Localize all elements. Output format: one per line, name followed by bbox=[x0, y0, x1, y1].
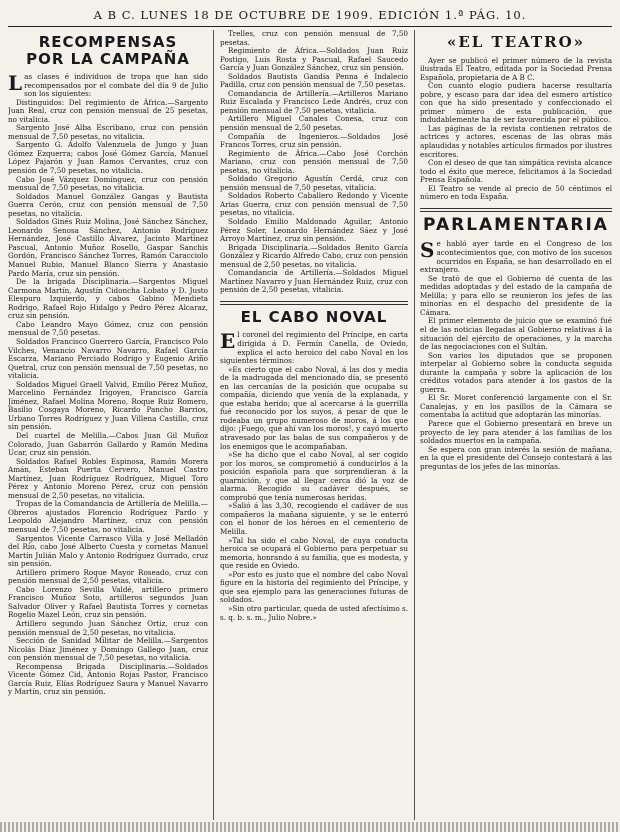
paragraph: »Salió á las 3,30, recogiendo el cadáver de sus compañeros la mañana siguiente, y se le enterró con el honor de los héroes en el cementerio de Melilla. bbox=[220, 501, 408, 537]
section-divider bbox=[420, 208, 612, 212]
headline-cabo-noval: EL CABO NOVAL bbox=[240, 307, 388, 326]
scan-edge-strip bbox=[0, 822, 620, 832]
paragraph: Con el deseo de que tan simpática revista alcance todo el éxito que merece, felicitamos á la Sociedad Prensa Española. bbox=[420, 158, 612, 185]
paragraph: Regimiento de África.—Cabo José Corchón Mariano, cruz con pensión mensual de 7,50 pesetas, no vitalicia. bbox=[220, 148, 408, 175]
paragraph: Soldado Gregorio Agustín Cerdá, cruz con pensión mensual de 7,50 pesetas, vitalicia. bbox=[220, 174, 408, 192]
column-divider bbox=[213, 30, 214, 820]
paragraph: Sargento G. Adolfo Valenzuela de Jungo y Juan Gómez Ezquerra; cabos José Gómez García, Manuel López Pajarón y Juan Ramos Cervantes, cruz con pensión de 7,50 pesetas, no vitalicia. bbox=[8, 140, 208, 176]
paragraph: Cabo Leandro Mayo Gómez, cruz con pensión mensual de 7,50 pesetas. bbox=[8, 319, 208, 338]
paragraph: El Teatro se vende al precio de 50 céntimos el número en toda España. bbox=[420, 183, 612, 202]
lead-text: l coronel del regimiento del Príncipe, en carta dirigida á D. Fermín Canella, de Oviedo, explica el acto heroico del cabo Noval en los siguientes términos: bbox=[220, 330, 408, 366]
paragraph: Compañía de Ingenieros.—Soldados José Francos Torres, cruz sin pensión. bbox=[220, 131, 408, 150]
paragraph: Artillero primero Roque Mayor Roseado, cruz con pensión mensual de 2,50 pesetas, vitalicia. bbox=[8, 567, 208, 586]
section-divider bbox=[220, 301, 408, 305]
lead-paragraph bbox=[8, 73, 208, 99]
paragraph: Comandancia de Artillería.—Artilleros Mariano Ruiz Escalada y Francisco Lede Andrés, cruz con pensión mensual de 7,50 pesetas, vitalicia. bbox=[220, 88, 408, 115]
paragraph-list bbox=[220, 30, 408, 295]
paragraph: Sargentos Vicente Carrasco Villa y José Melladón del Río, cabo José Alberto Cuesta y cornetas Manuel Martín Julián Malo y Antonio Rodríguez Gurrado, cruz sin pensión. bbox=[8, 533, 208, 569]
lead-paragraph bbox=[420, 240, 612, 274]
column-divider bbox=[414, 30, 415, 820]
paragraph: Brigada Disciplinaria.—Soldados Benito García González y Ricardo Alfredo Cabo, cruz con pensión mensual de 2,50 pesetas, no vitalicia. bbox=[220, 242, 408, 269]
paragraph: Tropas de la Comandancia de Artillería de Melilla.—Obreros ajustados Florencio Rodríguez Pardo y Leopoldo Alejandro Martínez, cruz con pensión mensual de 7,50 pesetas, no vitalicia. bbox=[8, 499, 208, 534]
paragraph: Ayer se publicó el primer número de la revista ilustrada El Teatro, editada por la Sociedad Prensa Española, propietaria de A B C. bbox=[420, 55, 612, 82]
masthead: A B C. LUNES 18 DE OCTUBRE DE 1909. EDICIÓN 1.ª PÁG. 10. bbox=[93, 8, 527, 22]
column-cabo-noval bbox=[220, 30, 408, 820]
paragraph: »Tal ha sido el cabo Noval, de cuya conducta heroica se ocupará el Gobierno para perpetuar su memoria, honrando á su familia, que es modesta, y que reside en Oviedo. bbox=[220, 535, 408, 571]
drop-cap: L bbox=[8, 71, 23, 95]
paragraph: Soldados Roberto Caballero Redondo y Vicente Arias Guerra, cruz con pensión mensual de 7,50 pesetas, no vitalicia. bbox=[220, 191, 408, 218]
paragraph: »Se ha dicho que el cabo Noval, al ser cogido por los moros, se comprometió á conducirlos á la posición española para que sorprendieran á la guarnición, y que al llegar cerca dió la voz de alarma. Recogido su cadáver después, se comprobó que tenía numerosas heridas. bbox=[220, 450, 408, 502]
paragraph: Soldados Ginés Ruiz Molina, José Sánchez Sánchez, Leonardo Senosa Sánchez, Antonio Rodríguez Hernández, José Castillo Álvarez, Jacinto Martínez Pascual, Antonio Muñoz Rosello, Gaspar Sanchis Gordón, Francisco Sánchez Torres, Ramón Caracciolo Manuel Rubio, Manuel Blanco Sierra y Anastasio Pardo María, cruz sin pensión. bbox=[8, 217, 208, 278]
paragraph: Sargento José Alba Escribano, cruz con pensión mensual de 7,50 pesetas, no vitalicia. bbox=[8, 123, 208, 141]
paragraph: Soldados Manuel González Gangas y Bautista Guerra Cerón, cruz con pensión mensual de 7,50 pesetas, no vitalicia. bbox=[8, 191, 208, 218]
paragraph: Soldados Bautista Gandía Penna é Indalecio Padilla, cruz con pensión mensual de 7,50 pesetas. bbox=[220, 71, 408, 90]
article-columns bbox=[8, 30, 612, 820]
paragraph: Comandancia de Artillería.—Soldados Miguel Martínez Navarro y Juan Hernández Ruiz, cruz con pensión de 2,50 pesetas, vitalicia. bbox=[220, 268, 408, 295]
paragraph: Cabo José Vázquez Domínguez, cruz con pensión mensual de 7,50 pesetas, no vitalicia. bbox=[8, 174, 208, 193]
lead-paragraph bbox=[220, 331, 408, 365]
paragraph: »Por esto es justo que el nombre del cabo Noval figure en la historia del regimiento del Príncipe, y que sea ejemplo para las generaciones futuras de soldados. bbox=[220, 569, 408, 605]
paragraph: Soldado Emilio Maldonado Aguilar, Antonio Pérez Soler, Leonardo Hernández Sáez y José Arroyo Martínez, cruz sin pensión. bbox=[220, 217, 408, 244]
headline-recompensas bbox=[8, 34, 208, 67]
headline-line: RECOMPENSAS bbox=[38, 33, 178, 51]
lead-text: e habló ayer tarde en el Congreso de los acontecimientos que, con motivo de los sucesos ocurridos en España, se han desarrollado en el extranjero. bbox=[420, 239, 612, 275]
paragraph: Regimiento de África.—Soldados Juan Ruiz Postigo, Luis Rosta y Pascual, Rafael Saucedo García y Juan González Sánchez, cruz sin pensión. bbox=[220, 46, 408, 73]
headline-line: POR LA CAMPAÑA bbox=[26, 49, 190, 68]
paragraph: Soldados Rafael Robles Espinosa, Ramón Morera Amán, Esteban Puerta Cervero, Manuel Castro Martínez, Juan Rodríguez Rodríguez, Miguel Toro Pérez y Antonio Moreno Pérez, cruz con pensión mensual de 2,50 pesetas, no vitalicia. bbox=[8, 456, 208, 500]
paragraph: Soldados Miguel Graell Valvid, Emilio Pérez Muñoz, Marcelino Fernández Irigoyen, Francisco García Jiménez, Rafael Molina Moreno, Roque Ruiz Romero, Basilio Cosgaya Moreno, Ricardo Pancho Barrios, Urbano Torres Rodríguez y Juan Villena Castillo, cruz sin pensión. bbox=[8, 379, 208, 432]
paragraph: Artillero Miguel Canales Conesa, cruz con pensión mensual de 2,50 pesetas. bbox=[220, 114, 408, 133]
paragraph: El Sr. Moret conferenció largamente con el Sr. Canalejas, y en los pasillos de la Cámara se comentaba la actitud que adoptarán las minorías. bbox=[420, 393, 612, 420]
paragraph: Cabo Lorenzo Sevilla Valdé, artillero primero Francisco Muñoz Soto, artilleros segundos Juan Salvador Oliver y Rafael Bautista Torres y cornetas Rogelio Mazel León, cruz sin pensión. bbox=[8, 584, 208, 620]
paragraph: De la brigada Disciplinaria.—Sargentos Miguel Carmona Martín, Agustín Cidoncha Lobato y D. Justo Elespuru Izquierdo, y cabos Gabino Mendieta Rodrigo, Rafael Rojo Hidalgo y Pedro Pérez Alcaraz, cruz sin pensión. bbox=[8, 277, 208, 321]
paragraph: Recompensa Brigada Disciplinaria.—Soldados Vicente Gómez Cid, Antonio Rojas Pastor, Francisco García Ruiz, Elías Rodríguez Saura y Manuel Navarro y Martín, cruz sin pensión. bbox=[8, 661, 208, 697]
paragraph: Del cuartel de Melilla.—Cabos Juan Gil Muñoz Colorado, Juan Gabarrón Gallardo y Ramón Medina Ucar, cruz sin pensión. bbox=[8, 430, 208, 458]
paragraph-list bbox=[420, 275, 612, 472]
paragraph-list bbox=[220, 366, 408, 622]
column-teatro-parlamentaria bbox=[420, 30, 612, 820]
paragraph: Se trató de que el Gobierno dé cuenta de las medidas adoptadas y del estado de la campaña de Melilla; y para ello se reunieron los jefes de las minorías en el despacho del presidente de la Cámara. bbox=[420, 273, 612, 317]
paragraph-list bbox=[8, 99, 208, 697]
paragraph-list bbox=[420, 57, 612, 202]
paragraph: Soldados Francisco Guerrero García, Francisco Polo Vilches, Venancio Navarro Navarro, Rafael García Escarza, Mariano Perciado Rodrigo y Eugenio Ariño Quetral, cruz con pensión mensual de 7,50 pesetas, no vitalicia. bbox=[8, 336, 208, 381]
paragraph: Trelles, cruz con pensión mensual de 7,50 pesetas. bbox=[220, 30, 408, 47]
column-recompensas bbox=[8, 30, 208, 820]
headline-parlamentaria: PARLAMENTARIA bbox=[423, 214, 609, 235]
paragraph: «Es cierto que el cabo Noval, á las dos y media de la madrugada del mencionado día, se presentó en las cercanías de la posición que ocupaba su compañía, diciendo que venía de la explanada, y que estaba herido; que al acercarse á la guerrilla fué reconocido por los suyos, á pesar de que le rodeaba un grupo numeroso de moros, á los que dijo: ¡Fuego, que ahí van los moros!, y cayó muerto atravesado por las balas de sus compañeros y de los enemigos que le acompañaban. bbox=[220, 364, 408, 451]
paragraph: Son varios los diputados que se proponen interpelar al Gobierno sobre la conducta seguida durante la campaña y sobre la aplicación de los créditos votados para atender á los gastos de la guerra. bbox=[420, 350, 612, 394]
paragraph: Distinguidos: Del regimiento de África.—Sargento Juan Real, cruz con pensión mensual de 25 pesetas, no vitalicia. bbox=[8, 97, 208, 124]
paragraph: Con cuanto elogio pudiera hacerse resultaría pobre, y escaso para dar idea del esmero artístico con que ha sido presentado y confeccionado el primer número de esta publicación, que indudablemente ha de ser favorecida por el público. bbox=[420, 81, 612, 125]
paragraph: »Sin otro particular, queda de usted afectísimo s. s. q. b. s. m., Julio Nobre.» bbox=[220, 603, 408, 622]
drop-cap: E bbox=[220, 329, 236, 354]
headline-el-teatro: «EL TEATRO» bbox=[446, 33, 586, 51]
paragraph: Sección de Sanidad Militar de Melilla.—Sargentos Nicolás Díaz Jiménez y Domingo Gallego Juan, cruz con pensión mensual de 7,50 pesetas, no vitalicia. bbox=[8, 636, 208, 663]
paragraph: Las páginas de la revista contienen retratos de actrices y actores, escenas de las obras más aplaudidas y notables artículos firmados por ilustres escritores. bbox=[420, 123, 612, 159]
drop-cap: S bbox=[420, 238, 435, 263]
masthead-rule bbox=[8, 26, 612, 27]
paragraph: Se espera con gran interés la sesión de mañana, en la que el presidente del Consejo contestará á las preguntas de los jefes de las minorías. bbox=[420, 444, 612, 471]
paragraph: El primer elemento de juicio que se examinó fué el de las noticias llegadas al Gobierno relativas á la situación del ejército de operaciones, y la marcha de las negociaciones con el Sultán. bbox=[420, 316, 612, 352]
paragraph: Artillero segundo Juan Sánchez Ortiz, cruz con pensión mensual de 2,50 pesetas, no vitalicia. bbox=[8, 619, 208, 637]
lead-text: as clases é individuos de tropa que han sido recompensados por el combate del día 9 de Julio son los siguientes: bbox=[24, 72, 208, 99]
paragraph: Parece que el Gobierno presentará en breve un proyecto de ley para atender á las familias de los soldados muertos en la campaña. bbox=[420, 418, 612, 446]
